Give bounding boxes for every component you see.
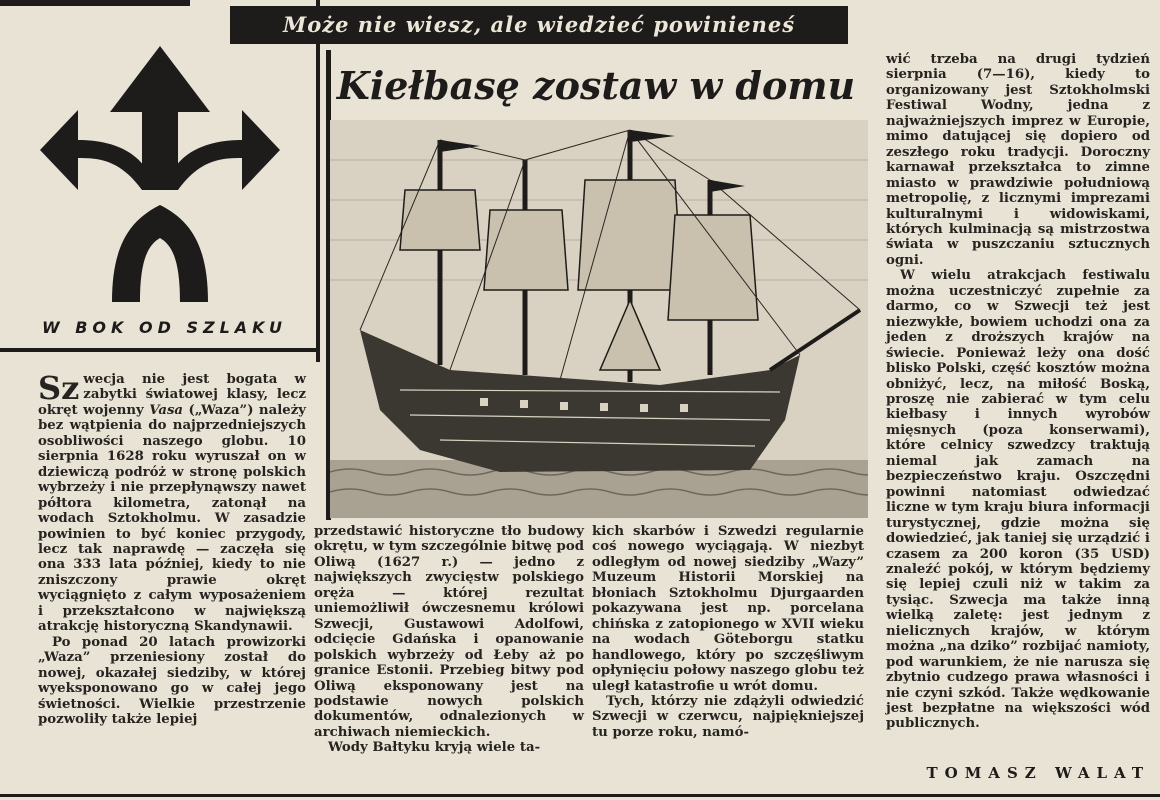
section-emblem-block — [0, 0, 320, 362]
paragraph: przedstawić historyczne tło budowy okrętu, w tym szczególnie bitwę pod Oliwą (1627 r.) — jedno z największych zwycięstw polskiego oręża — której rezultat uniemożliwił ówczesnemu królowi Szwecji, Gustawowi Adolfowi, odcięcie Gdańska i opanowanie polskich wybrzeży od Łeby aż po granice Estonii. Przebieg bitwy pod Oliwą eksponowany jest na podstawie nowych polskich dokumentów, odnalezionych w archiwach niemieckich. — [314, 524, 584, 740]
paragraph: Wody Bałtyku kryją wiele ta- — [328, 740, 541, 756]
top-rule — [0, 0, 190, 6]
split-arrow-icon — [40, 40, 280, 310]
drop-cap: Sz — [38, 369, 80, 407]
paragraph: Po ponad 20 latach prowizorki „Waza” przeniesiony został do nowej, okazałej siedziby, w której wyeksponowano go w całej jego świetności. Wielkie przestrzenie pozwoliły także lepiej — [38, 634, 306, 727]
article-column-4 — [886, 52, 1150, 732]
article-headline: Kiełbasę zostaw w domu — [336, 63, 856, 108]
paragraph-text: („Waza”) należy bez wątpienia do najprzedniejszych osobliwości naszego globu. 10 sierpnia 1628 roku wyruszał on w dziewiczą podróż w stronę polskich wybrzeży i nie przepłynąwszy nawet półtora kilometra, zatonął na wodach Sztokholmu. W zasadzie powinien to być koniec przygody, lecz tak naprawdę — zaczęła się ona 333 lata później, kiedy to nie zniszczony prawie okręt wyciągnięto z całym wyposażeniem i przekształcono w największą atrakcję historyczną Skandynawii. — [38, 402, 307, 635]
column-divider — [316, 0, 320, 362]
series-banner: Może nie wiesz, ale wiedzieć powinieneś — [230, 6, 848, 44]
author-byline: TOMASZ WALAT — [926, 764, 1150, 782]
paragraph: W wielu atrakcjach festiwalu można uczestniczyć zupełnie za darmo, co w Szwecji też jest niezwykłe, bowiem uchodzi ona za jeden z droższych krajów na świecie. Ponieważ leży ona dość blisko Polski, część kosztów można obniżyć, lecz, na miłość Boską, proszę nie zabierać w tym celu kiełbasy i innych wyrobów mięsnych (poza konserwami), które celnicy szwedzcy traktują niemal jak zamach na bezpieczeństwo kraju. Oszczędni powinni natomiast odwiedzać liczne w tym kraju biura informacji turystycznej, gdzie można się dowiedzieć, jak taniej się urządzić i czasem za 200 koron (35 USD) znaleźć pokój, w którym będziemy się lepiej czuli niż w takim za tysiąc. Szwecja ma także inną wielką zaletę: jest jednym z nielicznych krajów, w którym można „na dziko” rozbijać namioty, pod warunkiem, że nie narusza się zbytnio cudzego prawa własności i nie czyni szkód. Także wędkowanie jest bezpłatne na większości wód publicznych. — [886, 268, 1150, 732]
bottom-rule — [0, 794, 1160, 797]
paragraph — [38, 369, 307, 635]
article-column-1 — [38, 369, 307, 727]
article-column-2 — [314, 524, 584, 756]
paragraph-text: wecja nie jest bogata w zabytki światowej klasy, lecz okręt wojenny — [38, 372, 306, 418]
paragraph: wić trzeba na drugi tydzień sierpnia (7—16), kiedy to organizowany jest Sztokholmski Festiwal Wodny, jedna z najważniejszych imprez w Europie, mimo datującej się dopiero od zeszłego roku tradycji. Doroczny karnawał przekształca to zimne miasto w prawdziwie południową metropolię, z licznymi imprezami kulturalnymi i widowiskami, których kulminacją są mistrzostwa świata w puszczaniu sztucznych ogni. — [886, 52, 1150, 268]
paragraph: kich skarbów i Szwedzi regularnie coś nowego wyciągają. W niezbyt odległym od nowej siedziby „Wazy” Muzeum Historii Morskiej na błoniach Sztokholmu Djurgaarden pokazywana jest np. porcelana chińska z zatopionego w XVII wieku na wodach Göteborgu statku handlowego, który po szczęśliwym opłynięciu połowy naszego globu też uległ katastrofie u wrót domu. — [592, 524, 864, 694]
paragraph: Tych, którzy nie zdążyli odwiedzić Szwecji w czerwcu, najpiękniejszej tu porze roku, namó- — [592, 693, 864, 740]
ship-drawing — [330, 120, 868, 518]
section-rule — [0, 348, 320, 352]
section-label: W BOK OD SZLAKU — [42, 318, 287, 337]
ship-name: Vasa — [149, 402, 184, 418]
article-column-3 — [592, 524, 864, 740]
galleon-illustration — [330, 120, 868, 518]
